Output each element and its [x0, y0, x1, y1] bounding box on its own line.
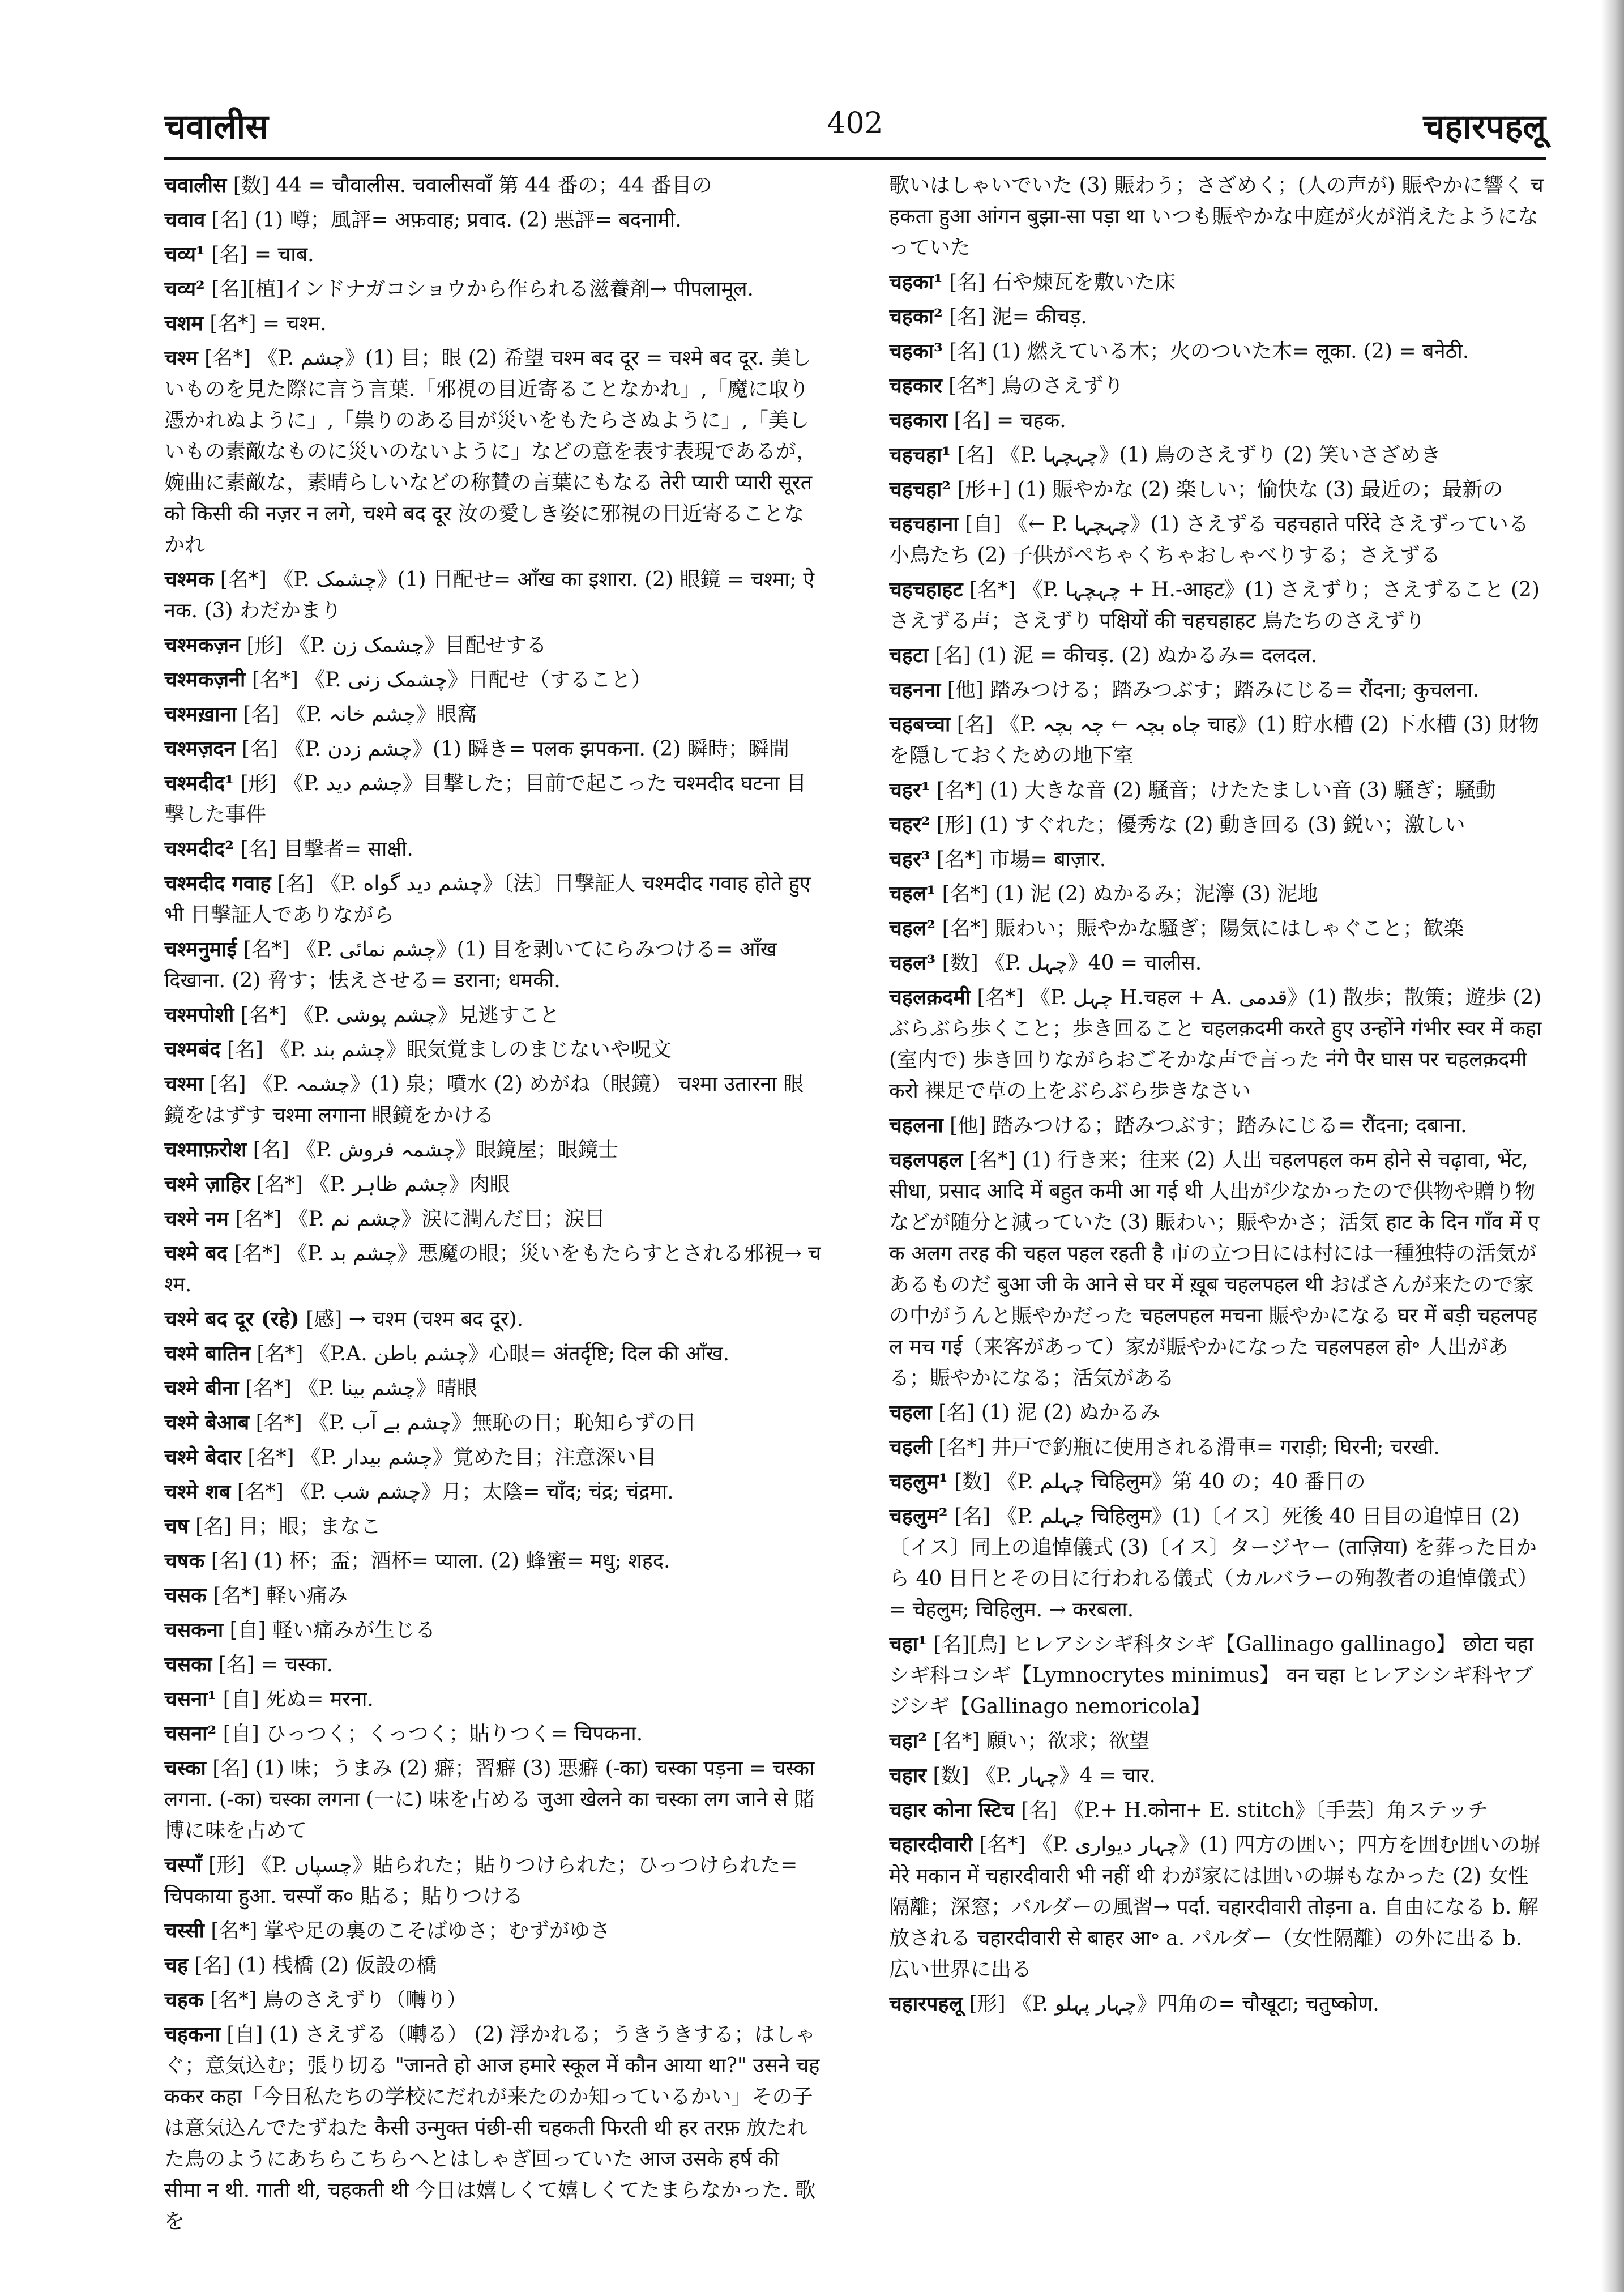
definition: [名] = चाब.: [211, 243, 314, 266]
definition: [名*] 《P. چشم بے آب》無恥の目；恥知らずの目: [255, 1411, 696, 1435]
dictionary-entry: [164, 1684, 821, 1715]
headword: चस्सी: [164, 1919, 204, 1943]
headword: चहल²: [889, 916, 936, 940]
definition: [名*] 掌や足の裏のこそばゆさ；むずがゆさ: [211, 1919, 610, 1943]
definition: [自] 死ぬ= मरना.: [223, 1688, 374, 1711]
definition: [形] 《P. چشم دید》目撃した；目前で起こった चश्मदीद घटना 目撃した事件: [164, 772, 807, 826]
definition: [名*] 《P. چشمک زنی》目配せ（すること）: [251, 668, 652, 692]
dictionary-entry: [889, 1466, 1546, 1497]
dictionary-entry: [164, 1580, 821, 1611]
definition: [他] 踏みつける；踏みつぶす；踏みにじる= रौंदना; कुचलना.: [947, 678, 1480, 702]
definition: [名*] 《P. چشم بد》悪魔の眼；災いをもたらすとされる邪視→ चश्म.: [164, 1242, 821, 1296]
definition: [形+] (1) 賑やかな (2) 楽しい；愉快な (3) 最近の；最新の: [957, 478, 1503, 501]
dictionary-entry: [889, 1501, 1546, 1625]
headword: चश्मे बातिन: [164, 1342, 250, 1365]
dictionary-entry: [889, 675, 1546, 706]
dictionary-entry: [889, 405, 1546, 436]
dictionary-entry: [164, 204, 821, 236]
headword: चश्म: [164, 346, 198, 370]
definition: [名*] 《P. چشم پوشی》見逃すこと: [240, 1004, 560, 1027]
definition: [名*] 《P. چشم شب》月；太陰= चाँद; चंद्र; चंद्रमा.: [237, 1480, 674, 1504]
definition: [数] 《P. چہار》4 = चार.: [933, 1764, 1156, 1787]
headword: चश्मकज़न: [164, 633, 241, 657]
dictionary-entry: [889, 982, 1546, 1107]
headword: चहा²: [889, 1729, 928, 1753]
definition: [自] (1) さえずる（囀る） (2) 浮かれる；うきうきする；はしゃぐ；意気込む；張り切る "जानते हो आज हमारे स्कूल में कौन आया था?" उसने चहककर कहा「今日私たちの学校にだれが来たのか知っているかい」その子は意気込んでたずねた कैसी उन्मुक्त पंछी-सी चहकती फिरती थी हर तरफ़ 放たれた鳥のようにあちらこちらへとはしゃぎ回っていた आज उसके हर्ष की सीमा न थी. गाती थी, चहकती थी 今日は嬉しくて嬉しくてたまらなかった. 歌を: [164, 2023, 820, 2233]
definition: [他] 踏みつける；踏みつぶす；踏みにじる= रौंदना; दबाना.: [950, 1114, 1467, 1137]
definition: [名] (1) 桟橋 (2) 仮設の橋: [194, 1954, 437, 1977]
dictionary-entry: [164, 1304, 821, 1335]
dictionary-entry: [164, 768, 821, 830]
headword: चश्मे बद: [164, 1241, 228, 1265]
definition: [自] ひっつく；くっつく；貼りつく= चिपकना.: [223, 1722, 643, 1745]
dictionary-entry: [164, 1649, 821, 1680]
dictionary-entry: [164, 564, 821, 626]
header-rule: [164, 157, 1546, 160]
dictionary-entry: [889, 1760, 1546, 1791]
dictionary-entry: [889, 1988, 1546, 2020]
headword: चहार कोना स्टिच: [889, 1798, 1015, 1822]
definition: [名] (1) 燃えている木；火のついた木= लूका. (2) = बनेठी.: [949, 340, 1469, 363]
definition: [名] 《P. چشم دید گواه》〔法〕目撃証人 चश्मदीद गवाह होते हुए भी 目撃証人でありながら: [164, 872, 811, 927]
definition: [名] 《P. چہچہا》(1) 鳥のさえずり (2) 笑いさざめき: [957, 443, 1441, 467]
headword: चहकारा: [889, 408, 947, 432]
definition: [名*] 《P. چشم بینا》晴眼: [245, 1377, 477, 1400]
definition: [名*] 《P. چشم》(1) 目；眼 (2) 希望 चश्म बद दूर = चश्मे बद दूर. 美しいものを見た際に言う言葉.「邪視の目近寄ることなかれ」,「魔に取り憑かれぬように」,「祟りのある目が災いをもたらさぬように」,「美しいもの素敵なものに災いのないように」などの意を表す表現であるが，婉曲に素敵な，素晴らしいなどの称賛の言葉にもなる तेरी प्यारी प्यारी सूरत को किसी की नज़र न लगे, चश्मे बद दूर 汝の愛しき姿に邪視の目近寄ることなかれ: [164, 347, 817, 557]
definition: [名*] 《P. چشم بیدار》覚めた目；注意深い目: [247, 1446, 657, 1469]
dictionary-entry: [164, 1984, 821, 2016]
dictionary-entry: [164, 1753, 821, 1846]
definition: [名*] 《P. چہار دیواری》(1) 四方の囲い；四方を囲む囲いの塀 मेरे मकान में चहारदीवारी भी नहीं थी わが家には囲いの塀もなかった (2) 女性隔離；深窓；パルダーの風習→ पर्दा. चहारदीवारी तोड़ना a. 自由になる b. 解放される चहारदीवारी से बाहर आ॰ a. パルダー（女性隔離）の外に出る b. 広い世界に出る: [889, 1833, 1541, 1981]
headword: चश्मे बेआब: [164, 1411, 250, 1435]
dictionary-entry: [164, 1069, 821, 1131]
dictionary-entry: [164, 1373, 821, 1404]
definition: [自] 《← P. چہچہا》(1) さえずる चहचहाते परिंदे さえずっている小鳥たち (2) 子供がぺちゃくちゃおしゃべりする；さえずる: [889, 513, 1529, 567]
headword: चहला: [889, 1401, 932, 1424]
headword: चश्मदीद¹: [164, 771, 234, 795]
headword: चश्मे बीना: [164, 1376, 239, 1400]
headword: चव्य²: [164, 277, 205, 301]
definition: [名] 《P. چشمہ》(1) 泉；噴水 (2) めがね（眼鏡） चश्मा उतारना 眼鏡をはずす चश्मा लगाना 眼鏡をかける: [164, 1073, 804, 1127]
dictionary-entry: [889, 1795, 1546, 1826]
headword: चहारदीवारी: [889, 1833, 973, 1856]
headword: चवालीस: [164, 173, 227, 197]
dictionary-entry: [164, 239, 821, 270]
headword: चहार: [889, 1764, 927, 1787]
dictionary-entry: [889, 370, 1546, 402]
headword: चहका¹: [889, 270, 943, 294]
definition: [名*] 市場= बाज़ार.: [936, 848, 1106, 871]
definition: [名] (1) 噂；風評= अफ़वाह; प्रवाद. (2) 悪評= बदनामी.: [211, 208, 682, 232]
right-guide-word: चहारपहलू: [1423, 107, 1546, 147]
headword: चश्मख़ाना: [164, 702, 237, 726]
dictionary-entry: [164, 1238, 821, 1300]
definition: [名] 《P. چشم خانہ》眼窩: [243, 703, 477, 726]
left-column: [164, 170, 821, 2265]
dictionary-entry: [889, 170, 1546, 263]
dictionary-entry: [164, 1546, 821, 1577]
headword: चहचहा²: [889, 477, 951, 501]
headword: चहलना: [889, 1113, 943, 1137]
headword: चश्मज़दन: [164, 737, 236, 761]
definition: [名*] 鳥のさえずり（囀り）: [210, 1988, 467, 2012]
headword: चशम: [164, 311, 203, 335]
dictionary-entry: [164, 1000, 821, 1031]
definition: [形] 《P. چسپاں》貼られた；貼りつけられた；ひっつけられた= चिपकाया हुआ. चस्पाँ क० 貼る；貼りつける: [164, 1854, 798, 1908]
dictionary-entry: [889, 775, 1546, 806]
definition: [名] 《P. چشم زدن》(1) 瞬き= पलक झपकना. (2) 瞬時；瞬間: [241, 737, 789, 761]
dictionary-entry: [889, 1432, 1546, 1463]
headword: चश्मे शब: [164, 1480, 231, 1504]
dictionary-entry: [164, 664, 821, 695]
headword: चश्मपोशी: [164, 1003, 234, 1027]
headword: चहलपहल: [889, 1148, 963, 1172]
headword: चश्मबंद: [164, 1038, 221, 1061]
definition: [名*] 《P. چہل H.चहल + A. قدمی》(1) 散歩；散策；遊歩 (2) ぶらぶら歩くこと；歩き回ること चहलक़दमी करते हुए उन्होंने गंभीर स्वर में कहा (室内で) 歩き回りながらおごそかな声で言った नंगे पैर घास पर चहलक़दमी करो 裸足で草の上をぶらぶら歩きなさい: [889, 986, 1542, 1103]
dictionary-entry: [889, 509, 1546, 571]
headword: चसना¹: [164, 1687, 217, 1711]
headword: चहबच्चा: [889, 712, 951, 736]
dictionary-entry: [164, 1169, 821, 1200]
headword: चश्मक: [164, 567, 214, 591]
dictionary-entry: [164, 934, 821, 996]
headword: चहचहा¹: [889, 443, 951, 467]
dictionary-entry: [164, 1034, 821, 1065]
headword: चहका²: [889, 305, 943, 328]
dictionary-entry: [889, 336, 1546, 367]
headword: चवाव: [164, 208, 206, 232]
headword: चस्पाँ: [164, 1853, 202, 1877]
headword: चसकना: [164, 1618, 224, 1642]
headword: चहली: [889, 1435, 932, 1459]
dictionary-entry: [164, 1407, 821, 1439]
definition: [形] 《P. چہار پہلو》四角の= चौखूटा; चतुष्कोण.: [969, 1992, 1379, 2016]
definition: [名*] (1) 大きな音 (2) 騒音；けたたましい音 (3) 騒ぎ；騒動: [936, 779, 1496, 802]
dictionary-entry: [164, 1615, 821, 1646]
definition: [形] 《P. چشمک زن》目配せする: [246, 634, 547, 657]
headword: चश्मा: [164, 1072, 204, 1096]
headword: चहा¹: [889, 1632, 928, 1656]
headword: चहल¹: [889, 882, 936, 906]
definition: [名*] (1) 泥 (2) ぬかるみ；泥濘 (3) 泥地: [942, 882, 1318, 906]
definition: [名] = चस्का.: [218, 1653, 334, 1676]
page-gutter-shadow: [1601, 0, 1624, 2292]
definition: [名] (1) 泥 (2) ぬかるみ: [938, 1401, 1161, 1424]
headword: चसका: [164, 1653, 212, 1676]
dictionary-entry: [889, 640, 1546, 671]
page-number: 402: [827, 106, 883, 140]
definition: [名*] 軽い痛み: [213, 1584, 348, 1607]
definition: [名] 《P.+ H.कोना+ E. stitch》〔手芸〕角ステッチ: [1021, 1799, 1489, 1822]
definition: [名] 目撃者= साक्षी.: [240, 838, 413, 861]
headword: चहलक़दमी: [889, 985, 971, 1009]
dictionary-entry: [164, 1950, 821, 1981]
definition: [名*] 《P.A. چشم باطن》心眼= अंतर्दृष्टि; दिल की आँख.: [257, 1342, 730, 1365]
dictionary-entry: [164, 1203, 821, 1235]
dictionary-entry: [889, 1629, 1546, 1722]
definition: [名*] 賑わい；賑やかな騒ぎ；陽気にはしゃぐこと；歓楽: [942, 917, 1464, 940]
dictionary-entry: [164, 1134, 821, 1166]
definition: [名] 《P. چشم بند》眠気覚ましのまじないや呪文: [226, 1038, 672, 1061]
definition: 歌いはしゃいでいた (3) 賑わう；さざめく；(人の声が) 賑やかに響く चहकता हुआ आंगन बुझा-सा पड़ा था いつも賑やかな中庭が火が消えたようになっていた: [889, 174, 1544, 259]
definition: [数] 44 = चौवालीस. चवालीसवाँ 第 44 番の；44 番目の: [233, 174, 712, 197]
dictionary-entry: [164, 699, 821, 730]
definition: [名][鳥] ヒレアシシギ科タシギ【Gallinago gallinago】 छोटा चहा シギ科コシギ【Lymnocrytes minimus】 वन चहा ヒレアシシギ科ヤブジシギ【Gallinago nemoricola】: [889, 1633, 1534, 1718]
headword: चस्का: [164, 1756, 206, 1780]
headword: चहल³: [889, 951, 936, 975]
headword: चश्मे नम: [164, 1207, 229, 1231]
headword: चहका³: [889, 339, 943, 363]
dictionary-entry: [889, 267, 1546, 298]
definition: [感] → चश्म (चश्म बद दूर).: [306, 1308, 524, 1331]
definition: [名] (1) 泥 = कीचड़. (2) ぬかるみ= दलदल.: [934, 644, 1318, 667]
headword: चश्मदीद²: [164, 837, 234, 861]
headword: चश्मकज़नी: [164, 668, 246, 692]
dictionary-entry: [889, 574, 1546, 637]
definition: [名*] 井戸で釣瓶に使用される滑車= गराड़ी; घिरनी; चरखी.: [938, 1436, 1440, 1459]
headword: चश्मे बद दूर (रहे): [164, 1307, 300, 1331]
dictionary-entry: [164, 1915, 821, 1947]
left-guide-word: चवालीस: [164, 107, 268, 147]
headword: चसना²: [164, 1722, 217, 1745]
dictionary-entry: [164, 1850, 821, 1912]
definition: [名*] 《P. چشم نم》涙に潤んだ目；涙目: [235, 1207, 605, 1231]
page-header: [164, 96, 1546, 159]
definition: [名] (1) 味；うまみ (2) 癖；習癖 (3) 悪癖 (-का) चस्का पड़ना = चस्का लगना. (-का) चस्का लगना (一に) 味を占める जुआ खेलने का चस्का लग जाने से 賭博に味を占めて: [164, 1757, 815, 1842]
definition: [名*] 《P. چشم نمائی》(1) 目を剥いてにらみつける= आँख दिखाना. (2) 脅す；怯えさせる= डराना; धमकी.: [164, 938, 777, 992]
dictionary-entry: [164, 868, 821, 931]
definition: [自] 軽い痛みが生じる: [229, 1619, 436, 1642]
dictionary-entry: [164, 1718, 821, 1749]
dictionary-entry: [164, 170, 821, 201]
dictionary-entry: [164, 1338, 821, 1369]
dictionary-entry: [164, 733, 821, 765]
dictionary-entry: [889, 474, 1546, 505]
definition: [名] 《P. چہلم चिहिलुम》(1)〔イス〕死後 40 日目の追悼日 (2)〔イス〕同上の追悼儀式 (3)〔イス〕タージヤー (ताज़िया) を葬った日から 40 日目とその日に行われる儀式（カルバラーの殉教者の追悼儀式）= चेहलुम; चिहिलुम. → करबला.: [889, 1505, 1538, 1621]
dictionary-entry: [889, 947, 1546, 979]
dictionary-entry: [164, 274, 821, 305]
headword: चहक: [164, 1988, 204, 2012]
dictionary-entry: [164, 1442, 821, 1473]
dictionary-entry: [164, 308, 821, 339]
headword: चश्मे ज़ाहिर: [164, 1172, 250, 1196]
definition: [数] 《P. چہل》40 = चालीस.: [942, 951, 1202, 975]
dictionary-entry: [164, 630, 821, 661]
headword: चहलुम²: [889, 1504, 948, 1528]
definition: [名] 泥= कीचड़.: [949, 305, 1087, 328]
headword: चषक: [164, 1549, 205, 1573]
definition: [数] 《P. چہلم चिहिलुम》第 40 の；40 番目の: [954, 1470, 1366, 1493]
headword: चश्मदीद गवाह: [164, 872, 271, 895]
definition: [名] = चहक.: [954, 409, 1066, 432]
definition: [名] (1) 杯；盃；酒杯= प्याला. (2) 蜂蜜= मधु; शहद.: [211, 1550, 670, 1573]
headword: चहर¹: [889, 778, 930, 802]
dictionary-entry: [889, 709, 1546, 771]
headword: चहर²: [889, 813, 930, 836]
headword: चश्माफ़रोश: [164, 1138, 247, 1162]
definition: [名*] = चश्म.: [210, 312, 327, 335]
dictionary-entry: [889, 439, 1546, 471]
dictionary-entry: [164, 1511, 821, 1542]
headword: चहनना: [889, 678, 941, 702]
dictionary-entry: [889, 1110, 1546, 1141]
definition: [名*] 《P. چہچہا + H.-आहट》(1) さえずり；さえずること (2) さえずる声；さえずり पक्षियों की चहचहाहट 鳥たちのさえずり: [889, 578, 1540, 633]
headword: चहकार: [889, 374, 942, 398]
headword: चहकना: [164, 2022, 220, 2046]
headword: चसक: [164, 1584, 207, 1607]
dictionary-entry: [889, 809, 1546, 840]
headword: चहारपहलू: [889, 1992, 963, 2016]
dictionary-entry: [164, 834, 821, 865]
definition: [名*] 鳥のさえずり: [948, 374, 1124, 398]
headword: चश्मे बेदार: [164, 1445, 241, 1469]
dictionary-entry: [164, 2019, 821, 2237]
definition: [名*] 《P. چشم ظاہر》肉眼: [256, 1173, 510, 1196]
headword: चश्मनुमाई: [164, 937, 237, 961]
headword: चहचहाना: [889, 512, 959, 536]
dictionary-entry: [889, 913, 1546, 944]
definition: [名] 石や煉瓦を敷いた床: [949, 271, 1176, 294]
dictionary-entry: [164, 343, 821, 561]
dictionary-entry: [889, 1397, 1546, 1428]
dictionary-entry: [889, 301, 1546, 332]
definition: [名][植]インドナガコショウから作られる滋養剤→ पीपलामूल.: [211, 278, 754, 301]
definition: [名] 目；眼；まなこ: [195, 1515, 381, 1538]
definition: [名*] (1) 行き来；往来 (2) 人出 चहलपहल कम होने से चढ़ावा, भेंट, सीधा, प्रसाद आदि में बहुत कमी आ गई थी 人出が少なかったので供物や贈り物などが随分と減っていた (3) 賑わい；賑やかさ；活気 हाट के दिन गाँव में एक अलग तरह की चहल पहल रहती है 市の立つ日には村には一種独特の活気があるものだ बुआ जी के आने से घर में ख़ूब चहलपहल थी おばさんが来たので家の中がうんと賑やかだった चहलपहल मचना 賑やかになる घर में बड़ी चहलपहल मच गई（来客があって）家が賑やかになった चहलपहल हो॰ 人出がある；賑やかになる；活気がある: [889, 1149, 1540, 1390]
definition: [名*] 願い；欲求；欲望: [933, 1730, 1150, 1753]
definition: [形] (1) すぐれた；優秀な (2) 動き回る (3) 鋭い；激しい: [936, 813, 1465, 836]
headword: चह: [164, 1953, 188, 1977]
headword: चहचहाहट: [889, 578, 963, 601]
headword: चहटा: [889, 643, 929, 667]
dictionary-entry: [164, 1476, 821, 1508]
dictionary-entry: [889, 1829, 1546, 1985]
definition: [名*] 《P. چشمک》(1) 目配せ= आँख का इशारा. (2) 眼鏡 = चश्मा; ऐनक. (3) わだかまり: [164, 568, 815, 622]
definition: [名] 《P. چاه بچہ ← چہ بچہ चाह》(1) 貯水槽 (2) 下水槽 (3) 財物を隠しておくための地下室: [889, 713, 1540, 767]
definition: [名] 《P. چشمہ فروش》眼鏡屋；眼鏡士: [253, 1138, 619, 1162]
dictionary-entry: [889, 1726, 1546, 1757]
dictionary-entry: [889, 844, 1546, 875]
right-column: [889, 170, 1546, 2265]
headword: चहलुम¹: [889, 1470, 948, 1493]
headword: चहर³: [889, 847, 930, 871]
headword: चष: [164, 1514, 189, 1538]
dictionary-entry: [889, 1145, 1546, 1394]
headword: चव्य¹: [164, 242, 205, 266]
dictionary-entry: [889, 878, 1546, 910]
